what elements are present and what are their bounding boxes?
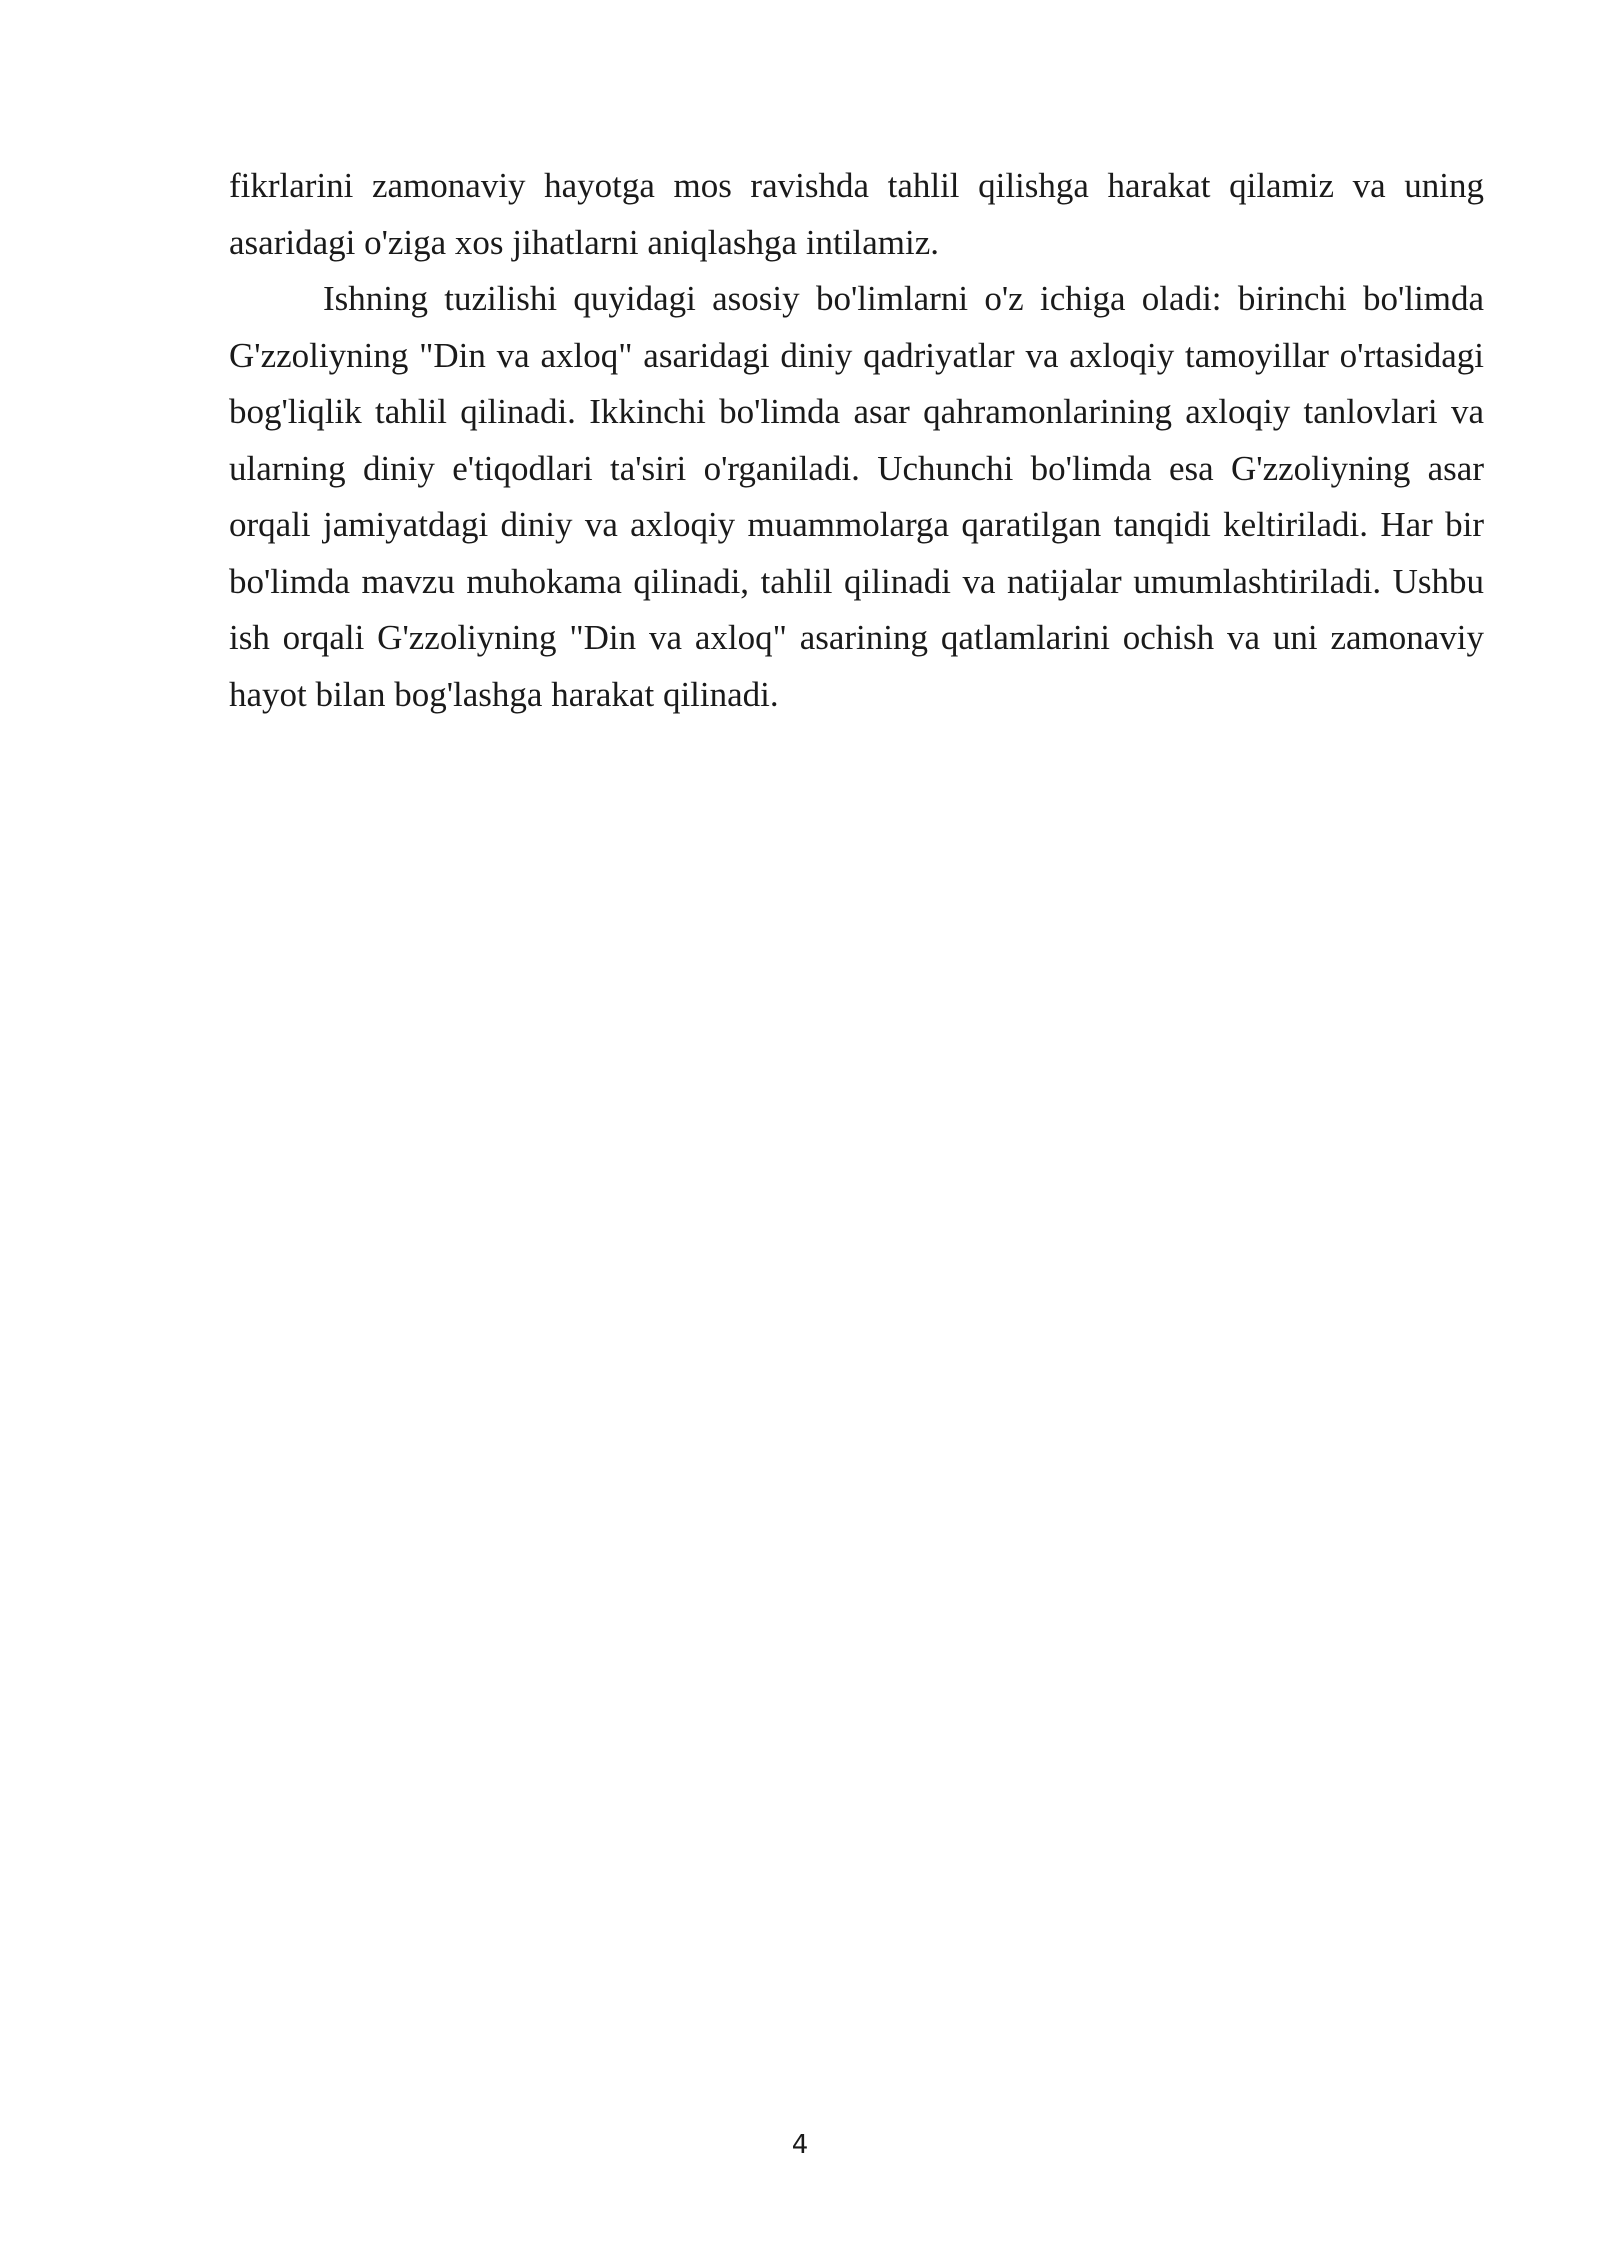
- body-text: [229, 158, 1484, 723]
- paragraph-continued: fikrlarini zamonaviy hayotga mos ravishda tahlil qilishga harakat qilamiz va uning asaridagi o'ziga xos jihatlarni aniqlashga intilamiz.: [229, 166, 1484, 262]
- paragraph-structure: Ishning tuzilishi quyidagi asosiy bo'limlarni o'z ichiga oladi: birinchi bo'limda G'zzoliyning "Din va axloq" asaridagi diniy qadriyatlar va axloqiy tamoyillar o'rtasidagi bog'liqlik tahlil qilinadi. Ikkinchi bo'limda asar qahramonlarining axloqiy tanlovlari va ularning diniy e'tiqodlari ta'siri o'rganiladi. Uchunchi bo'limda esa G'zzoliyning asar orqali jamiyatdagi diniy va axloqiy muammolarga qaratilgan tanqidi keltiriladi. Har bir bo'limda mavzu muhokama qilinadi, tahlil qilinadi va natijalar umumlashtiriladi. Ushbu ish orqali G'zzoliyning "Din va axloq" asarining qatlamlarini ochish va uni zamonaviy hayot bilan bog'lashga harakat qilinadi.: [229, 279, 1484, 714]
- page-number: 4: [791, 2130, 809, 2160]
